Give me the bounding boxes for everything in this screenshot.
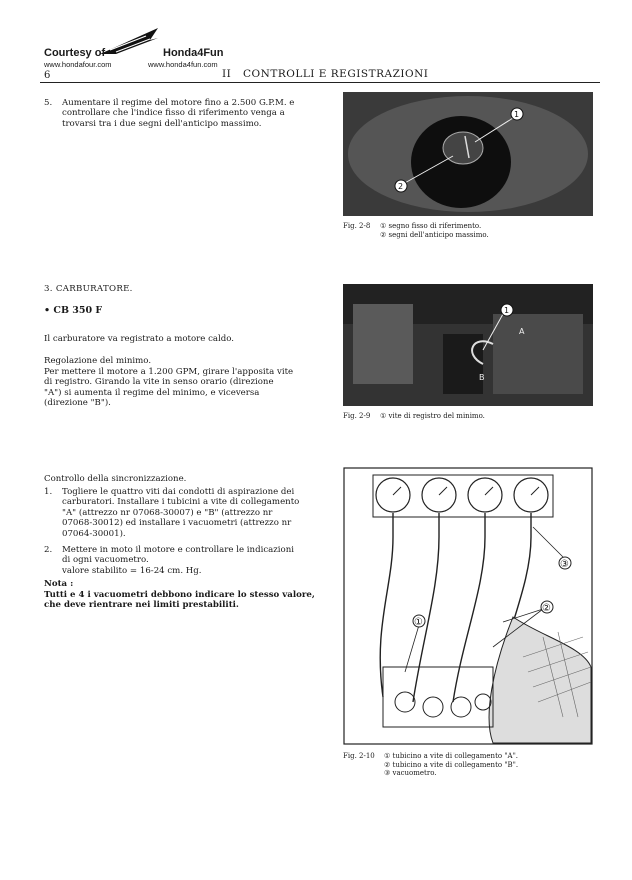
nota-label: Nota : — [44, 579, 74, 589]
sync-line: "A" (attrezzo nr 07068-30007) e "B" (attrezzo nr — [62, 507, 273, 518]
step-5-line: Aumentare il regime del motore fino a 2.500 G.P.M. e — [62, 98, 295, 108]
brand-name: Honda4Fun — [163, 47, 224, 59]
fig-2-10-diagram — [343, 467, 593, 745]
caption-item: ① tubicino a vite di collegamento "A". — [384, 752, 519, 760]
idle-heading: Regolazione del minimo. — [44, 356, 152, 366]
logo-wing-icon — [98, 26, 160, 56]
step-5-line: controllare che l'indice fisso di riferimento venga a — [62, 108, 285, 119]
sync-item-1-text — [62, 487, 332, 539]
chapter-roman: II — [222, 68, 232, 80]
svg-text:2: 2 — [398, 182, 404, 191]
step-5-number: 5. — [44, 98, 53, 108]
svg-text:1: 1 — [514, 110, 520, 119]
page-number: 6 — [44, 70, 51, 81]
svg-text:A: A — [519, 327, 525, 336]
callout-1: ① — [414, 617, 423, 628]
sync-line: di ogni vacuometro. — [62, 555, 149, 566]
caption-item: ① segno fisso di riferimento. — [380, 222, 482, 230]
caption-item: ③ vacuometro. — [384, 769, 437, 778]
svg-text:1: 1 — [504, 306, 510, 315]
nota-text — [44, 590, 334, 611]
fig-2-8-caption — [380, 222, 489, 239]
carb-intro: Il carburatore va registrato a motore caldo. — [44, 334, 235, 344]
step-5-text — [62, 98, 332, 129]
sync-line: valore stabilito = 16-24 cm. Hg. — [62, 565, 202, 576]
url-right: www.honda4fun.com — [148, 60, 218, 69]
idle-text — [44, 367, 334, 409]
fig-2-9-label: Fig. 2-9 — [343, 412, 371, 420]
sync-line: carburatori. Installare i tubicini a vite di collegamento — [62, 497, 300, 508]
caption-item: ② tubicino a vite di collegamento "B". — [384, 760, 519, 769]
fig-2-9-photo — [343, 284, 593, 406]
idle-line: Per mettere il motore a 1.200 GPM, girare l'apposita vite — [44, 367, 294, 377]
sync-item-1-number: 1. — [44, 487, 53, 497]
callout-2: ② — [542, 603, 551, 614]
sync-line: 07064-30001). — [62, 528, 126, 539]
courtesy-label: Courtesy of — [44, 47, 106, 59]
url-left: www.hondafour.com — [44, 60, 112, 69]
header-rule — [40, 82, 600, 83]
sync-line: Togliere le quattro viti dai condotti di aspirazione dei — [62, 487, 295, 497]
nota-line: Tutti e 4 i vacuometri debbono indicare lo stesso valore, — [44, 590, 315, 600]
sync-heading: Controllo della sincronizzazione. — [44, 474, 187, 484]
idle-line: (direzione "B"). — [44, 398, 111, 409]
section-title: CONTROLLI E REGISTRAZIONI — [243, 68, 429, 80]
sync-item-2-text — [62, 545, 332, 576]
nota-line: che deve rientrare nei limiti prestabiliti. — [44, 600, 239, 611]
fig-2-8-photo — [343, 92, 593, 216]
carb-heading: 3. CARBURATORE. — [44, 284, 133, 294]
fig-2-9-caption: ① vite di registro del minimo. — [380, 412, 485, 420]
caption-item: ② segni dell'anticipo massimo. — [380, 230, 489, 239]
carb-model: • CB 350 F — [44, 305, 103, 316]
idle-line: di registro. Girando la vite in senso orario (direzione — [44, 377, 274, 388]
idle-line: "A") si aumenta il regime del minimo, e viceversa — [44, 387, 260, 398]
sync-line: 07068-30012) ed installare i vacuometri (attrezzo nr — [62, 518, 292, 529]
callout-3: ③ — [560, 559, 569, 570]
svg-text:B: B — [479, 373, 485, 382]
sync-item-2-number: 2. — [44, 545, 53, 555]
sync-line: Mettere in moto il motore e controllare le indicazioni — [62, 545, 294, 555]
step-5-line: trovarsi tra i due segni dell'anticipo massimo. — [62, 118, 262, 129]
fig-2-10-caption — [384, 752, 518, 778]
fig-2-10-label: Fig. 2-10 — [343, 752, 375, 760]
fig-2-8-label: Fig. 2-8 — [343, 222, 371, 230]
